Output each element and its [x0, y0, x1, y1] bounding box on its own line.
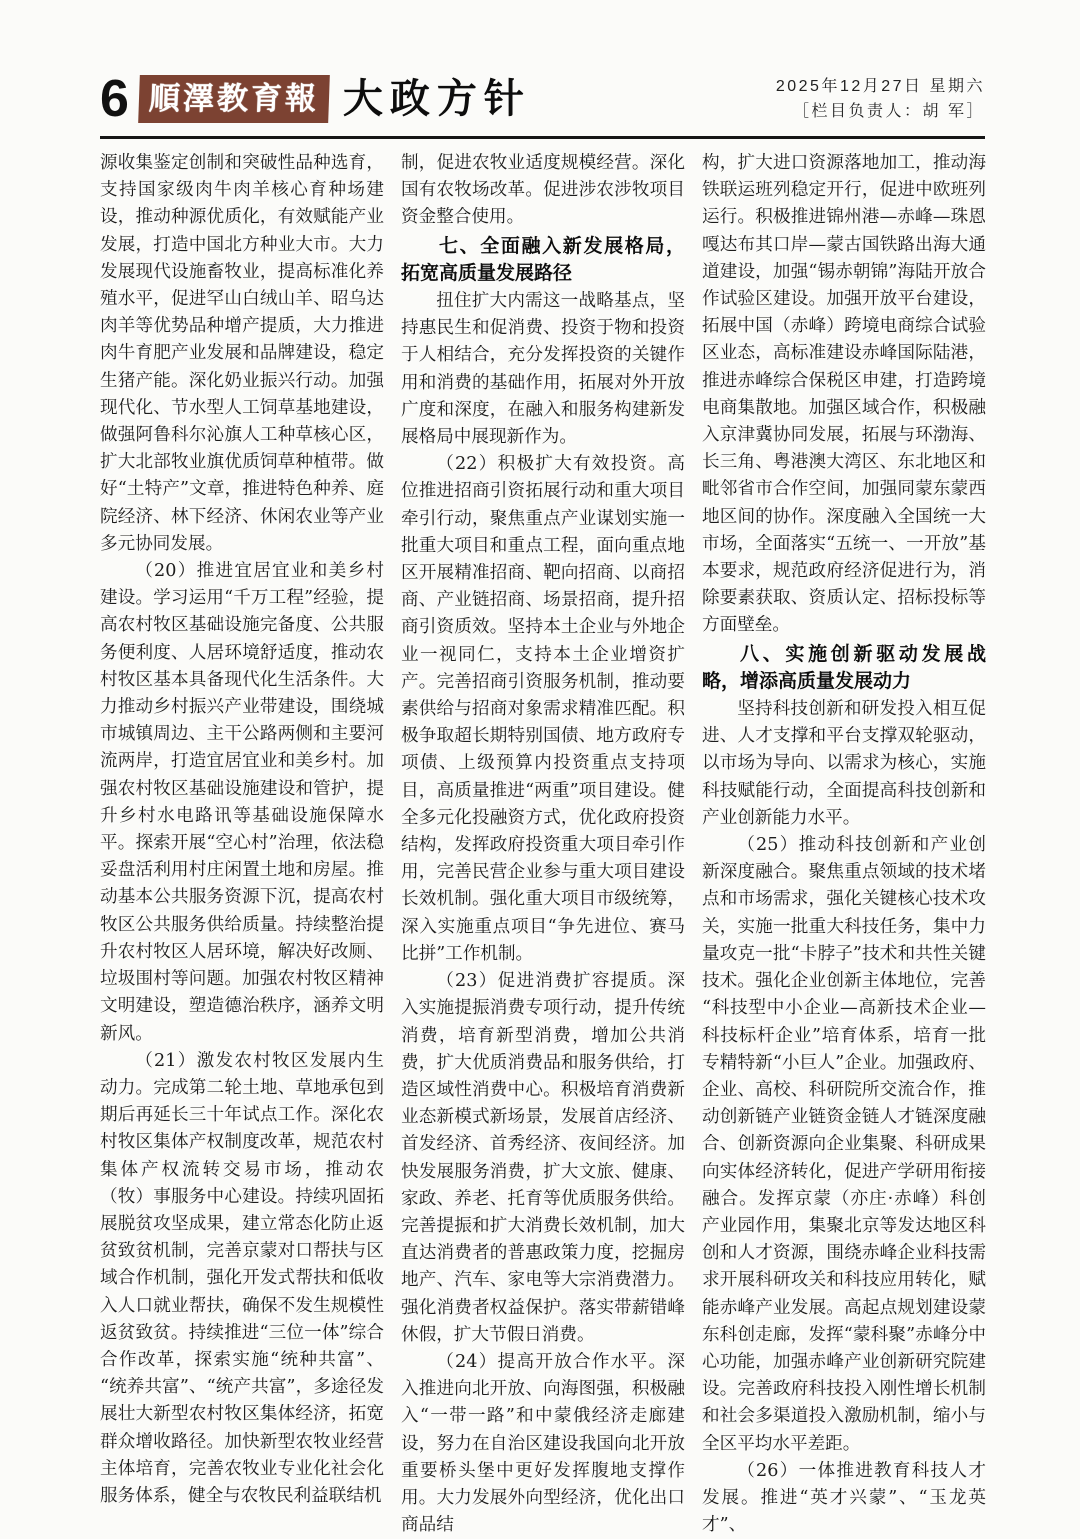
paragraph: （21）激发农村牧区发展内生动力。完成第二轮土地、草地承包到期后再延长三十年试点工作。深化农村牧区集体产权制度改革，规范农村集体产权流转交易市场，推动农（牧）事服务中心建设。持续巩固拓展脱贫攻坚成果，建立常态化防止返贫致贫机制，完善京蒙对口帮扶与区域合作机制，强化开发式帮扶和低收入人口就业帮扶，确保不发生规模性返贫致贫。持续推进“三位一体”综合合作改革，探索实施“统种共富”、“统养共富”、“统产共富”，多途径发展壮大新型农村牧区集体经济，拓宽群众增收路径。加快新型农牧业经营主体培育，完善农牧业专业化社会化服务体系，健全与农牧民利益联结机	[100, 1050, 384, 1506]
header-meta	[776, 74, 985, 124]
paragraph: （24）提高开放合作水平。深入推进向北开放、向海图强，积极融入“一带一路”和中蒙俄经济走廊建设，努力在自治区建设我国向北开放重要桥头堡中更好发挥腹地支撑作用。大力发展外向型经济，优化出口商品结	[401, 1351, 685, 1536]
paragraph: 坚持科技创新和研发投入相互促进、人才支撑和平台支撑双轮驱动，以市场为导向、以需求为核心，实施科技赋能行动，全面提高科技创新和产业创新能力水平。	[702, 699, 986, 828]
newspaper-brand: 順澤教育報	[148, 81, 320, 117]
page-number: 6	[100, 70, 127, 128]
paragraph: （25）推动科技创新和产业创新深度融合。聚焦重点领域的技术堵点和市场需求，强化关键核心技术攻关，实施一批重大科技任务，集中力量攻克一批“卡脖子”技术和共性关键技术。强化企业创新主体地位，完善“科技型中小企业—高新技术企业—科技标杆企业”培育体系，培育一批专精特新“小巨人”企业。加强政府、企业、高校、科研院所交流合作，推动创新链产业链资金链人才链深度融合、创新资源向企业集聚、科研成果向实体经济转化，促进产学研用衔接融合。发挥京蒙（亦庄·赤峰）科创产业园作用，集聚北京等发达地区科创和人才资源，围绕赤峰企业科技需求开展科研攻关和科技应用转化，赋能赤峰产业发展。高起点规划建设蒙东科创走廊，发挥“蒙科聚”赤峰分中心功能，加强赤峰产业创新研究院建设。完善政府科技投入刚性增长机制和社会多渠道投入激励机制，缩小与全区平均水平差距。	[702, 835, 986, 1454]
section-heading: 八、实施创新驱动发展战略，增添高质量发展动力	[702, 643, 986, 692]
paragraph: （23）促进消费扩容提质。深入实施提振消费专项行动，提升传统消费，培育新型消费，增加公共消费，扩大优质消费品和服务供给，打造区域性消费中心。积极培育消费新业态新模式新场景，发展首店经济、首发经济、首秀经济、夜间经济。加快发展服务消费，扩大文旅、健康、家政、养老、托育等优质服务供给。完善提振和扩大消费长效机制，加大直达消费者的普惠政策力度，挖掘房地产、汽车、家电等大宗消费潜力。强化消费者权益保护。落实带薪错峰休假，扩大节假日消费。	[401, 971, 685, 1345]
text-column-2	[401, 150, 685, 1539]
page-header	[100, 68, 985, 130]
paragraph: 制，促进农牧业适度规模经营。深化国有农牧场改革。促进涉农涉牧项目资金整合使用。	[401, 153, 685, 228]
date-line: 2025年12月27日 星期六	[775, 78, 985, 95]
paragraph: （20）推进宜居宜业和美乡村建设。学习运用“千万工程”经验，提高农村牧区基础设施完备度、公共服务便利度、人居环境舒适度，推动农村牧区基本具备现代化生活条件。大力推动乡村振兴产业带建设，围绕城市城镇周边、主干公路两侧和主要河流两岸，打造宜居宜业和美乡村。加强农村牧区基础设施建设和管护，提升乡村水电路讯等基础设施保障水平。探索开展“空心村”治理，依法稳妥盘活利用村庄闲置土地和房屋。推动基本公共服务资源下沉，提高农村牧区公共服务供给质量。持续整治提升农村牧区人居环境，解决好改厕、垃圾围村等问题。加强农村牧区精神文明建设，塑造德治秩序，涵养文明新风。	[100, 561, 384, 1044]
paragraph: 扭住扩大内需这一战略基点，坚持惠民生和促消费、投资于物和投资于人相结合，充分发挥投资的关键作用和消费的基础作用，拓展对外开放广度和深度，在融入和服务构建新发展格局中展现新作为。	[401, 291, 685, 448]
paragraph: 源收集鉴定创制和突破性品种选育，支持国家级肉牛肉羊核心育种场建设，推动种源优质化，有效赋能产业发展，打造中国北方种业大市。大力发展现代设施畜牧业，提高标准化养殖水平，促进罕山白绒山羊、昭乌达肉羊等优势品种增产提质，大力推进肉牛育肥产业发展和品牌建设，稳定生猪产能。深化奶业振兴行动。加强现代化、节水型人工饲草基地建设，做强阿鲁科尔沁旗人工种草核心区，扩大北部牧业旗优质饲草种植带。做好“土特产”文章，推进特色种养、庭院经济、林下经济、休闲农业等产业多元协同发展。	[100, 153, 384, 554]
header-rule	[100, 136, 985, 139]
text-column-1	[100, 150, 384, 1510]
paragraph: （26）一体推进教育科技人才发展。推进“英才兴蒙”、“玉龙英才”、	[702, 1460, 986, 1536]
paragraph: （22）积极扩大有效投资。高位推进招商引资拓展行动和重大项目牵引行动，聚焦重点产业谋划实施一批重大项目和重点工程，面向重点地区开展精准招商、靶向招商、以商招商、产业链招商、场景招商，提升招商引资质效。坚持本土企业与外地企业一视同仁，支持本土企业增资扩产。完善招商引资服务机制，推动要素供给与招商对象需求精准匹配。积极争取超长期特别国债、地方政府专项债、上级预算内投资重点支持项目，高质量推进“两重”项目建设。健全多元化投融资方式，优化政府投资结构，发挥政府投资重大项目牵引作用，完善民营企业参与重大项目建设长效机制。强化重大项目市级统筹，深入实施重点项目“争先进位、赛马比拼”工作机制。	[401, 454, 685, 964]
section-heading: 七、全面融入新发展格局，拓宽高质量发展路径	[401, 235, 685, 284]
paragraph: 构，扩大进口资源落地加工，推动海铁联运班列稳定开行，促进中欧班列运行。积极推进锦州港—赤峰—珠恩嘎达布其口岸—蒙古国铁路出海大通道建设，加强“锡赤朝锦”海陆开放合作试验区建设。加强开放平台建设，拓展中国（赤峰）跨境电商综合试验区业态，高标准建设赤峰国际陆港，推进赤峰综合保税区申建，打造跨境电商集散地。加强区域合作，积极融入京津冀协同发展，拓展与环渤海、长三角、粤港澳大湾区、东北地区和毗邻省市合作空间，加强同蒙东蒙西地区间的协作。深度融入全国统一大市场，全面落实“五统一、一开放”基本要求，规范政府经济促进行为，消除要素获取、资质认定、招标投标等方面壁垒。	[702, 153, 986, 636]
text-column-3	[702, 150, 986, 1539]
newspaper-brand-box	[138, 75, 330, 123]
section-title: 大政方针	[342, 77, 531, 121]
editor-line: ［栏目负责人：胡 军］	[793, 103, 985, 120]
